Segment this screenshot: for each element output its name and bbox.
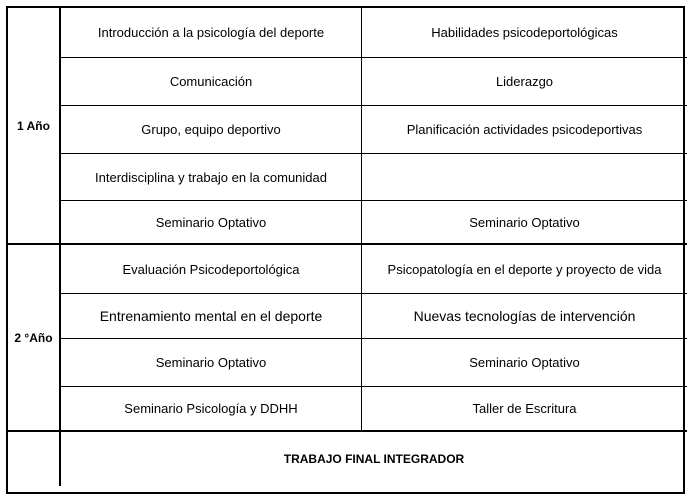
- table-cell: Seminario Optativo: [362, 201, 687, 245]
- table-cell: Entrenamiento mental en el deporte: [61, 294, 362, 339]
- final-project-row: TRABAJO FINAL INTEGRADOR: [283, 452, 465, 466]
- year-label-first: 1 Año: [8, 8, 61, 245]
- table-cell: Interdisciplina y trabajo en la comunidad: [61, 154, 362, 201]
- table-cell: Introducción a la psicología del deporte: [61, 8, 362, 58]
- table-cell: Seminario Optativo: [61, 201, 362, 245]
- table-cell: Planificación actividades psicodeportivas: [362, 106, 687, 154]
- table-cell: Evaluación Psicodeportológica: [61, 245, 362, 294]
- table-cell: Grupo, equipo deportivo: [61, 106, 362, 154]
- year-label-empty: [8, 432, 61, 486]
- table-cell: Seminario Psicología y DDHH: [61, 387, 362, 432]
- table-cell: Seminario Optativo: [362, 339, 687, 387]
- table-cell-empty: [362, 154, 687, 201]
- year-label-second: 2 °Año: [8, 245, 61, 432]
- table-cell: Habilidades psicodeportológicas: [362, 8, 687, 58]
- table-cell: Seminario Optativo: [61, 339, 362, 387]
- table-cell: Liderazgo: [362, 58, 687, 106]
- table-cell: Taller de Escritura: [362, 387, 687, 432]
- table-cell: Psicopatología en el deporte y proyecto de vida: [362, 245, 687, 294]
- table-cell: Comunicación: [61, 58, 362, 106]
- table-cell: Nuevas tecnologías de intervención: [362, 294, 687, 339]
- curriculum-table: [6, 6, 685, 494]
